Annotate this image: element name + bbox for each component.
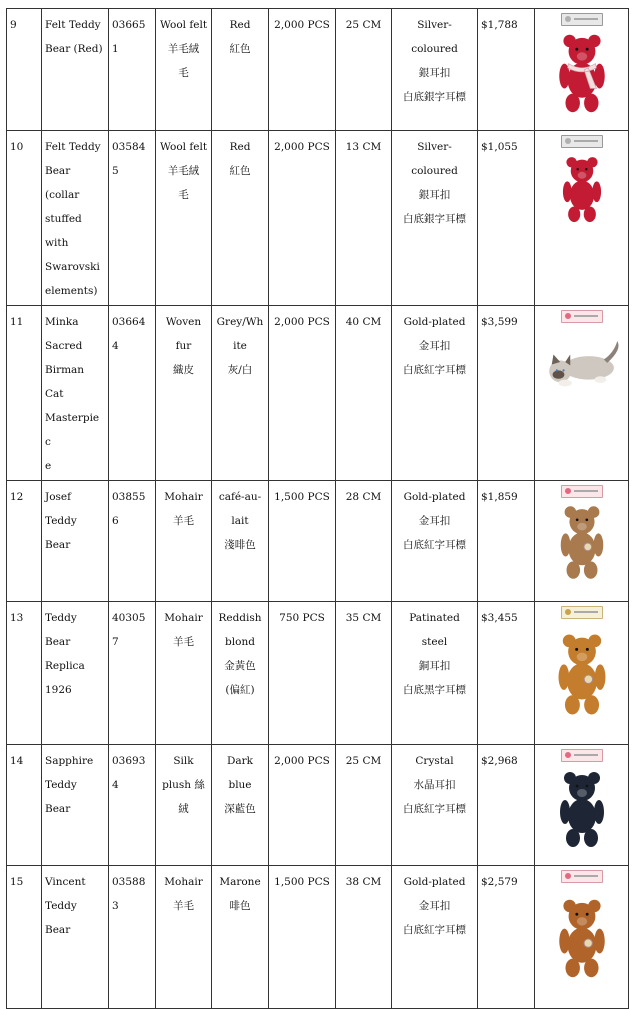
product-code-cell: 038556 bbox=[109, 481, 156, 602]
price-cell: $1,859 bbox=[478, 481, 535, 602]
cell-line: Red bbox=[229, 19, 251, 31]
product-name-cell bbox=[42, 9, 109, 131]
color-cell bbox=[212, 306, 269, 481]
black-tag-icon bbox=[561, 606, 603, 619]
cell-line: Silver-coloured bbox=[411, 141, 458, 177]
cell-line: 織皮 bbox=[173, 364, 194, 376]
cell-line: Silk bbox=[173, 755, 194, 767]
cell-line: fur bbox=[175, 340, 192, 352]
item-number-cell: 14 bbox=[7, 745, 42, 866]
cell-line: elements) bbox=[45, 285, 98, 297]
cell-line: 羊毛絨 bbox=[167, 43, 200, 55]
cell-line: Felt Teddy bbox=[45, 19, 101, 31]
table-row bbox=[7, 9, 629, 131]
cell-line: plush 絲 bbox=[162, 779, 205, 791]
edition-cell: 2,000 PCS bbox=[269, 9, 336, 131]
reddish-blond-teddy-bear-icon bbox=[538, 625, 625, 734]
material-cell bbox=[156, 306, 212, 481]
cell-line: 啡色 bbox=[229, 900, 251, 912]
table-body bbox=[7, 9, 629, 1009]
cell-line: 紅色 bbox=[229, 43, 251, 55]
table-row bbox=[7, 602, 629, 745]
product-image-cell bbox=[535, 9, 629, 131]
red-tag-icon bbox=[561, 310, 603, 323]
price-cell: $3,455 bbox=[478, 602, 535, 745]
color-cell bbox=[212, 131, 269, 306]
marone-teddy-bear-icon bbox=[538, 889, 625, 998]
product-code-cell: 403057 bbox=[109, 602, 156, 745]
cell-line: 銅耳扣 bbox=[418, 660, 451, 672]
cell-line: 羊毛 bbox=[173, 636, 194, 648]
cell-line: Dark bbox=[226, 755, 254, 767]
product-code-cell: 035883 bbox=[109, 866, 156, 1009]
product-name-cell bbox=[42, 131, 109, 306]
cell-line: Swarovski bbox=[45, 261, 100, 273]
color-cell bbox=[212, 745, 269, 866]
size-cell: 38 CM bbox=[336, 866, 392, 1009]
product-table bbox=[6, 8, 629, 1009]
cell-line: Mohair bbox=[164, 876, 203, 888]
cell-line: Minka bbox=[45, 316, 79, 328]
item-number-cell: 12 bbox=[7, 481, 42, 602]
dark-blue-teddy-bear-icon bbox=[538, 768, 625, 861]
color-cell bbox=[212, 481, 269, 602]
product-name-cell bbox=[42, 602, 109, 745]
item-number-cell: 13 bbox=[7, 602, 42, 745]
cell-line: 白底紅字耳標 bbox=[403, 924, 466, 936]
size-cell: 40 CM bbox=[336, 306, 392, 481]
material-cell bbox=[156, 602, 212, 745]
cell-line: 羊毛 bbox=[173, 515, 194, 527]
silver-tag-icon bbox=[561, 135, 603, 148]
cell-line: blond bbox=[225, 636, 255, 648]
material-cell bbox=[156, 745, 212, 866]
cell-line: Gold-plated bbox=[403, 876, 466, 888]
cell-line: blue bbox=[228, 779, 252, 791]
price-cell: $1,055 bbox=[478, 131, 535, 306]
cell-line: stuffed with bbox=[45, 213, 82, 249]
cell-line: Bear (collar bbox=[45, 165, 80, 201]
cell-line: 毛 bbox=[178, 189, 189, 201]
button-tag-cell bbox=[392, 745, 478, 866]
button-tag-cell bbox=[392, 9, 478, 131]
cell-line: Masterpiec bbox=[45, 412, 100, 448]
cell-line: ite bbox=[233, 340, 247, 352]
silver-tag-icon bbox=[561, 13, 603, 26]
product-name-cell bbox=[42, 745, 109, 866]
cell-line: 淺啡色 bbox=[224, 539, 256, 551]
size-cell: 35 CM bbox=[336, 602, 392, 745]
table-row bbox=[7, 131, 629, 306]
edition-cell: 750 PCS bbox=[269, 602, 336, 745]
product-image-cell bbox=[535, 131, 629, 306]
cell-line: Felt Teddy bbox=[45, 141, 101, 153]
cell-line: Red bbox=[229, 141, 251, 153]
cafe-au-lait-teddy-bear-icon bbox=[538, 504, 625, 591]
table-row bbox=[7, 306, 629, 481]
price-cell: $2,579 bbox=[478, 866, 535, 1009]
item-number-cell: 9 bbox=[7, 9, 42, 131]
material-cell bbox=[156, 481, 212, 602]
button-tag-cell bbox=[392, 481, 478, 602]
cell-line: 1926 bbox=[45, 684, 72, 696]
cell-line: Grey/Wh bbox=[216, 316, 264, 328]
product-image-cell bbox=[535, 481, 629, 602]
cell-line: Mohair bbox=[164, 612, 203, 624]
cell-line: Josef Teddy bbox=[45, 491, 77, 527]
cell-line: Gold-plated bbox=[403, 316, 466, 328]
red-tag-icon bbox=[561, 870, 603, 883]
cell-line: Marone bbox=[219, 876, 261, 888]
cell-line: 深藍色 bbox=[224, 803, 256, 815]
cell-line: Crystal bbox=[415, 755, 454, 767]
table-row bbox=[7, 481, 629, 602]
cell-line: Wool felt bbox=[159, 141, 208, 153]
cell-line: 灰/白 bbox=[227, 364, 253, 376]
edition-cell: 2,000 PCS bbox=[269, 131, 336, 306]
cell-line: Bear bbox=[45, 539, 71, 551]
button-tag-cell bbox=[392, 866, 478, 1009]
material-cell bbox=[156, 866, 212, 1009]
size-cell: 25 CM bbox=[336, 9, 392, 131]
cell-line: 金耳扣 bbox=[418, 340, 451, 352]
red-felt-teddy-bear-icon bbox=[538, 32, 625, 125]
cell-line: Teddy Bear bbox=[45, 779, 77, 815]
product-code-cell: 035845 bbox=[109, 131, 156, 306]
product-code-cell: 036651 bbox=[109, 9, 156, 131]
cell-line: Mohair bbox=[164, 491, 203, 503]
cell-line: (偏紅) bbox=[225, 684, 255, 696]
color-cell bbox=[212, 602, 269, 745]
product-image-cell bbox=[535, 306, 629, 481]
birman-cat-icon bbox=[538, 329, 625, 404]
cell-line: Teddy Bear bbox=[45, 612, 77, 648]
cell-line: Patinated steel bbox=[409, 612, 460, 648]
cell-line: Teddy Bear bbox=[45, 900, 77, 936]
cell-line: e bbox=[45, 460, 52, 472]
material-cell bbox=[156, 131, 212, 306]
cell-line: 銀耳扣 bbox=[418, 67, 451, 79]
product-code-cell: 036644 bbox=[109, 306, 156, 481]
red-tag-icon bbox=[561, 749, 603, 762]
size-cell: 28 CM bbox=[336, 481, 392, 602]
cell-line: 白底紅字耳標 bbox=[403, 803, 466, 815]
cell-line: 羊毛 bbox=[173, 900, 194, 912]
price-cell: $2,968 bbox=[478, 745, 535, 866]
cell-line: 金耳扣 bbox=[418, 515, 451, 527]
product-name-cell bbox=[42, 481, 109, 602]
cell-line: 絨 bbox=[178, 803, 189, 815]
cell-line: Gold-plated bbox=[403, 491, 466, 503]
button-tag-cell bbox=[392, 602, 478, 745]
cell-line: 白底銀字耳標 bbox=[403, 91, 466, 103]
cell-line: 白底紅字耳標 bbox=[403, 539, 466, 551]
cell-line: 白底黑字耳標 bbox=[403, 684, 466, 696]
cell-line: Birman Cat bbox=[45, 364, 85, 400]
small-red-teddy-bear-icon bbox=[538, 154, 625, 235]
product-name-cell bbox=[42, 306, 109, 481]
item-number-cell: 10 bbox=[7, 131, 42, 306]
cell-line: 毛 bbox=[178, 67, 189, 79]
cell-line: Reddish bbox=[218, 612, 262, 624]
table-row bbox=[7, 866, 629, 1009]
cell-line: café-au- bbox=[218, 491, 262, 503]
edition-cell: 1,500 PCS bbox=[269, 866, 336, 1009]
cell-line: 紅色 bbox=[229, 165, 251, 177]
product-image-cell bbox=[535, 745, 629, 866]
product-image-cell bbox=[535, 602, 629, 745]
cell-line: Replica bbox=[45, 660, 85, 672]
cell-line: 金耳扣 bbox=[418, 900, 451, 912]
cell-line: 金黃色 bbox=[224, 660, 256, 672]
color-cell bbox=[212, 9, 269, 131]
size-cell: 25 CM bbox=[336, 745, 392, 866]
product-name-cell bbox=[42, 866, 109, 1009]
edition-cell: 2,000 PCS bbox=[269, 306, 336, 481]
edition-cell: 1,500 PCS bbox=[269, 481, 336, 602]
cell-line: Silver-coloured bbox=[411, 19, 458, 55]
cell-line: Sacred bbox=[45, 340, 83, 352]
item-number-cell: 15 bbox=[7, 866, 42, 1009]
cell-line: Sapphire bbox=[45, 755, 94, 767]
cell-line: 銀耳扣 bbox=[418, 189, 451, 201]
button-tag-cell bbox=[392, 131, 478, 306]
product-code-cell: 036934 bbox=[109, 745, 156, 866]
color-cell bbox=[212, 866, 269, 1009]
cell-line: 水晶耳扣 bbox=[413, 779, 456, 791]
product-image-cell bbox=[535, 866, 629, 1009]
price-cell: $1,788 bbox=[478, 9, 535, 131]
cell-line: 白底紅字耳標 bbox=[403, 364, 466, 376]
red-tag-icon bbox=[561, 485, 603, 498]
material-cell bbox=[156, 9, 212, 131]
cell-line: lait bbox=[231, 515, 249, 527]
size-cell: 13 CM bbox=[336, 131, 392, 306]
table-row bbox=[7, 745, 629, 866]
edition-cell: 2,000 PCS bbox=[269, 745, 336, 866]
price-cell: $3,599 bbox=[478, 306, 535, 481]
cell-line: 羊毛絨 bbox=[167, 165, 200, 177]
button-tag-cell bbox=[392, 306, 478, 481]
item-number-cell: 11 bbox=[7, 306, 42, 481]
cell-line: Vincent bbox=[45, 876, 86, 888]
cell-line: Wool felt bbox=[159, 19, 208, 31]
cell-line: Woven bbox=[165, 316, 202, 328]
cell-line: 白底銀字耳標 bbox=[403, 213, 466, 225]
cell-line: Bear (Red) bbox=[45, 43, 103, 55]
